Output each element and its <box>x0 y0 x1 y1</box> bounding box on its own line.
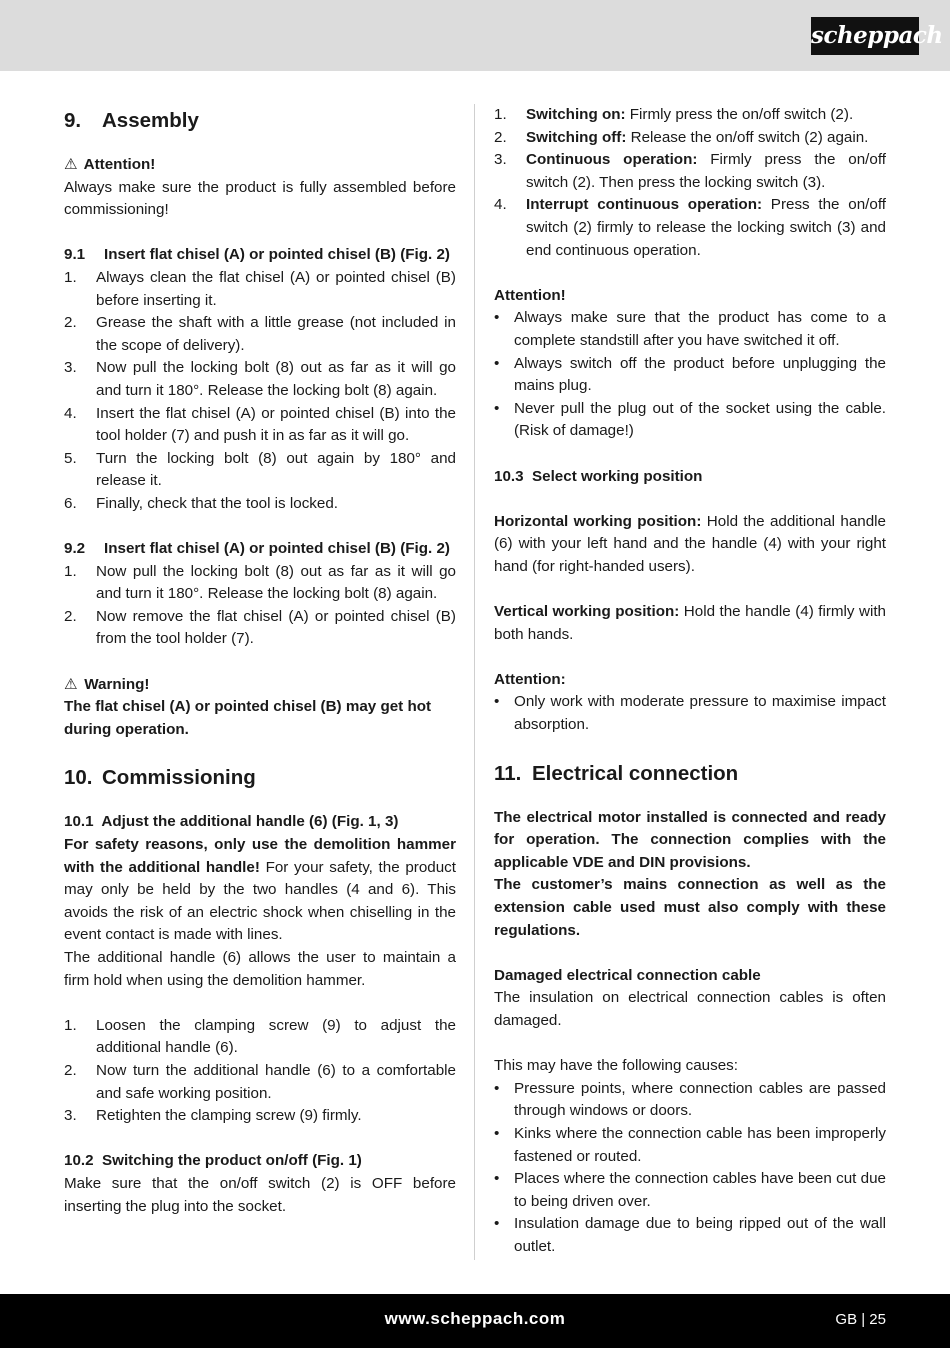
step-label: Interrupt continuous operation: <box>526 196 763 214</box>
step-text <box>526 104 886 127</box>
step-number: 2. <box>64 607 77 625</box>
step-label: Switching on: <box>526 106 626 123</box>
step-number: 1. <box>64 1016 77 1034</box>
bullet-text: Insulation damage due to being ripped out of the wall outlet. <box>514 1215 886 1255</box>
list-item <box>494 104 886 127</box>
step-text: Insert the flat chisel (A) or pointed chisel (B) into the tool holder (7) and push it in as far as it will go. <box>96 404 456 445</box>
damaged-cable-heading: Damaged electrical connection cable <box>494 966 761 984</box>
bullet-text: Pressure points, where connection cables are passed through windows or doors. <box>514 1079 886 1120</box>
step-text <box>526 127 886 150</box>
step-number: 4. <box>494 196 507 214</box>
step-text: Now pull the locking bolt (8) out as far as it will go and turn it 180°. Release the locking bolt (8) again. <box>96 562 456 603</box>
list-item <box>494 194 886 262</box>
list-item <box>494 1213 886 1258</box>
list-item <box>494 127 886 150</box>
section-9-1-heading: 9.1 Insert flat chisel (A) or pointed chisel (B) (Fig. 2) <box>64 246 450 264</box>
section-10-2-heading: 10.2 Switching the product on/off (Fig. 1) <box>64 1152 362 1170</box>
website-link[interactable]: www.scheppach.com <box>384 1309 566 1328</box>
left-column <box>64 104 456 1218</box>
list-item <box>494 1168 886 1213</box>
right-column <box>494 104 886 1259</box>
bullet-text: Always make sure that the product has come to a complete standstill after you have switched it off. <box>514 309 886 349</box>
step-body: Release the on/off switch (2) again. <box>626 128 869 146</box>
list-item <box>64 403 456 448</box>
step-body: Firmly press the on/off switch (2). Then press the locking switch (3). <box>526 151 886 191</box>
bullet-icon: • <box>494 1170 500 1188</box>
list-item <box>64 606 456 651</box>
step-number: 4. <box>64 404 77 422</box>
step-number: 3. <box>494 151 507 169</box>
attention-heading: Attention! <box>494 286 566 304</box>
list-item <box>494 353 886 398</box>
list-item <box>494 1078 886 1123</box>
step-text: Loosen the clamping screw (9) to adjust the additional handle (6). <box>96 1016 456 1057</box>
attention-heading: ⚠ Attention! <box>64 154 456 177</box>
damaged-cable-text: The insulation on electrical connection cables is often damaged. <box>494 989 886 1029</box>
step-text <box>526 149 886 194</box>
causes-intro: This may have the following causes: <box>494 1057 738 1075</box>
step-text: Now turn the additional handle (6) to a comfortable and safe working position. <box>96 1061 456 1102</box>
bullet-icon: • <box>494 693 500 711</box>
scheppach-logo: scheppach <box>811 17 919 55</box>
step-label: Continuous operation: <box>526 151 698 169</box>
section-11-text-1: The electrical motor installed is connected and ready for operation. The connection complies with the applicable VDE and DIN provisions. <box>494 808 886 871</box>
section-10-heading: 10. Commissioning <box>64 766 256 790</box>
list-item <box>64 267 456 312</box>
step-number: 3. <box>64 1107 77 1125</box>
bullet-icon: • <box>494 399 500 417</box>
bullet-text: Never pull the plug out of the socket using the cable. (Risk of damage!) <box>514 399 886 440</box>
section-10-1-text: For safety reasons, only use the demolition hammer with the additional handle! For your safety, the product may only be held by the two handles (4 and 6). This avoids the risk of an electric shock when chiselling in the event contact is made with lines. <box>64 836 456 944</box>
section-10-2-text: Make sure that the on/off switch (2) is OFF before inserting the plug into the socket. <box>64 1174 456 1215</box>
step-number: 5. <box>64 449 77 467</box>
warning-heading: ⚠ Warning! <box>64 674 456 697</box>
section-9-2-steps <box>64 561 456 651</box>
step-number: 2. <box>64 314 77 332</box>
header-band <box>0 0 950 71</box>
step-text: Now remove the flat chisel (A) or pointed chisel (B) from the tool holder (7). <box>96 607 456 648</box>
attention-2-list <box>494 691 886 736</box>
list-item <box>64 1015 456 1060</box>
list-item <box>494 149 886 194</box>
bullet-text: Places where the connection cables have been cut due to being driven over. <box>514 1170 886 1210</box>
warning-triangle-icon: ⚠ <box>64 156 78 173</box>
step-number: 6. <box>64 494 77 512</box>
section-11-text-2: The customer’s mains connection as well as the extension cable used must also comply with these regulations. <box>494 876 886 939</box>
bullet-text: Only work with moderate pressure to maximise impact absorption. <box>514 693 886 734</box>
step-number: 2. <box>64 1061 77 1079</box>
vertical-position-text: Vertical working position: Hold the handle (4) firmly with both hands. <box>494 603 886 643</box>
step-text: Always clean the flat chisel (A) or pointed chisel (B) before inserting it. <box>96 268 456 309</box>
step-body: Firmly press the on/off switch (2). <box>625 106 854 123</box>
list-item <box>64 561 456 606</box>
step-label: Switching off: <box>526 128 627 146</box>
step-number: 2. <box>494 128 507 146</box>
step-text: Retighten the clamping screw (9) firmly. <box>96 1107 362 1125</box>
column-divider <box>474 104 475 1260</box>
page-number: GB | 25 <box>835 1311 886 1328</box>
step-text: Turn the locking bolt (8) out again by 180° and release it. <box>96 449 456 490</box>
bullet-text: Kinks where the connection cable has been improperly fastened or routed. <box>514 1124 886 1165</box>
horizontal-position-text: Horizontal working position: Hold the additional handle (6) with your left hand and the handle (4) with your right hand (for right-handed users). <box>494 512 886 575</box>
switching-steps <box>494 104 886 262</box>
section-9-2-heading: 9.2 Insert flat chisel (A) or pointed chisel (B) (Fig. 2) <box>64 540 450 558</box>
list-item <box>494 307 886 352</box>
bullet-icon: • <box>494 354 500 372</box>
step-text <box>526 194 886 262</box>
attention-list <box>494 307 886 443</box>
section-9-heading: 9. Assembly <box>64 109 199 132</box>
list-item <box>64 493 456 516</box>
step-text: Now pull the locking bolt (8) out as far as it will go and turn it 180°. Release the locking bolt (8) again. <box>96 359 456 399</box>
step-body: Press the on/off switch (2) firmly to release the locking switch (3) and end continuous operation. <box>526 196 886 259</box>
list-item <box>64 1060 456 1105</box>
list-item <box>494 398 886 443</box>
bullet-icon: • <box>494 309 500 327</box>
bullet-icon: • <box>494 1215 500 1233</box>
list-item <box>64 357 456 402</box>
step-number: 3. <box>64 359 77 377</box>
section-11-heading: 11. Electrical connection <box>494 761 739 785</box>
list-item <box>64 448 456 493</box>
causes-list <box>494 1078 886 1259</box>
attention-2-heading: Attention: <box>494 670 566 688</box>
list-item <box>64 312 456 357</box>
step-text: Grease the shaft with a little grease (not included in the scope of delivery). <box>96 314 456 354</box>
section-10-1-steps <box>64 1015 456 1128</box>
bullet-icon: • <box>494 1079 500 1097</box>
bullet-icon: • <box>494 1124 500 1142</box>
step-text: Finally, check that the tool is locked. <box>96 494 338 512</box>
footer <box>0 1294 950 1348</box>
bullet-text: Always switch off the product before unplugging the mains plug. <box>514 354 886 395</box>
warning-triangle-icon: ⚠ <box>64 675 78 693</box>
section-10-3-heading: 10.3 Select working position <box>494 467 703 485</box>
section-10-1-text-2: The additional handle (6) allows the user to maintain a firm hold when using the demolition hammer. <box>64 949 456 989</box>
section-10-1-heading: 10.1 Adjust the additional handle (6) (Fig. 1, 3) <box>64 813 399 831</box>
attention-text: Always make sure the product is fully assembled before commissioning! <box>64 178 456 219</box>
list-item <box>494 691 886 736</box>
step-number: 1. <box>494 106 507 123</box>
step-number: 1. <box>64 562 77 580</box>
list-item <box>494 1123 886 1168</box>
section-9-1-steps <box>64 267 456 516</box>
list-item <box>64 1105 456 1128</box>
warning-text: The flat chisel (A) or pointed chisel (B) may get hot during operation. <box>64 698 432 738</box>
step-number: 1. <box>64 268 77 286</box>
